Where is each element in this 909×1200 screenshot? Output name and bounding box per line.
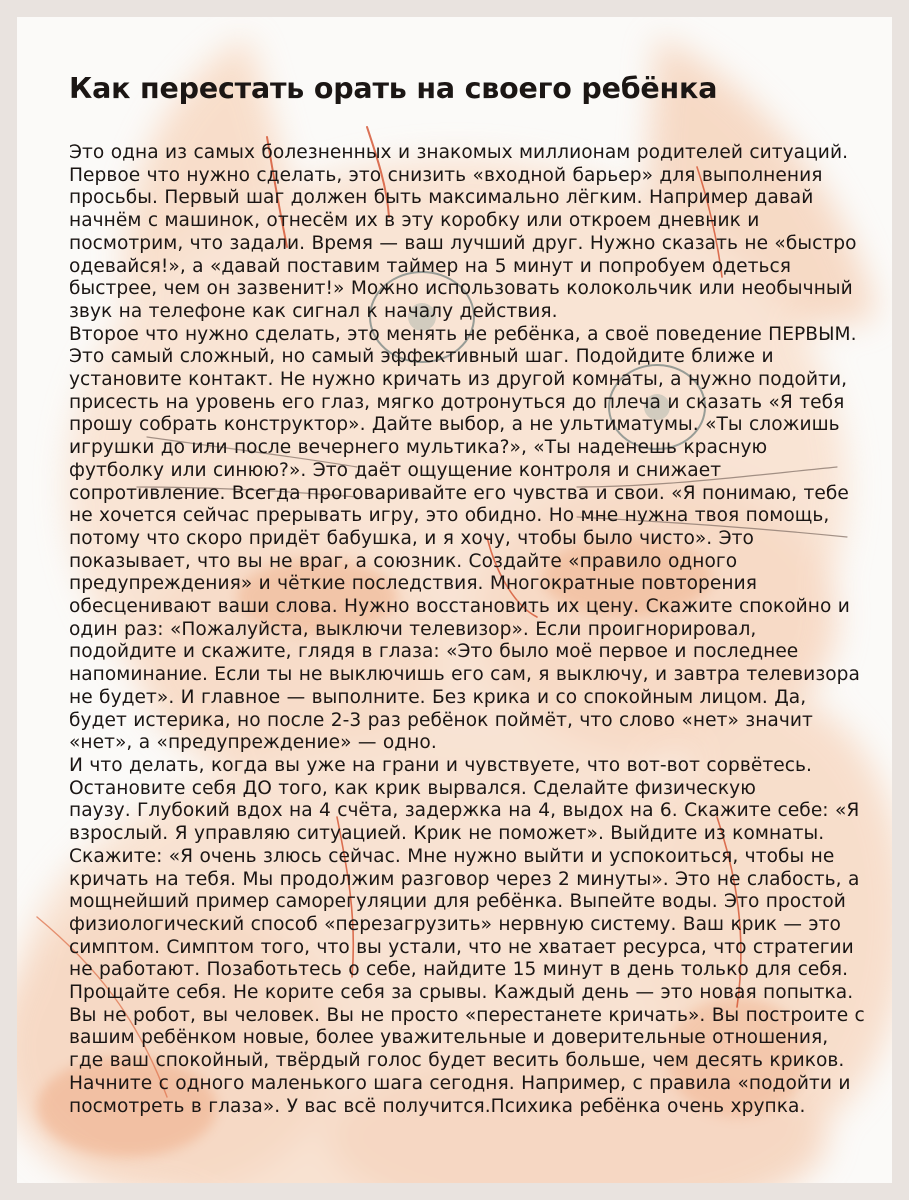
article-text-line: взрослый. Я управляю ситуацией. Крик не поможет». Выйдите из комнаты. <box>69 823 825 845</box>
article-text-line: не будет». И главное — выполните. Без крика и со спокойным лицом. Да, <box>69 686 807 708</box>
article-text-line: Остановите себя ДО того, как крик вырвался. Сделайте физическую <box>69 777 756 799</box>
article-text-line: Прощайте себя. Не корите себя за срывы. Каждый день — это новая попытка. <box>69 982 854 1004</box>
article-text-line: Начните с одного маленького шага сегодня. Например, с правила «подойти и <box>69 1072 851 1094</box>
article-text-line: не хочется сейчас прерывать игру, это обидно. Но мне нужна твоя помощь, <box>69 505 830 527</box>
article-text-line: показывает, что вы не враг, а союзник. Создайте «правило одного <box>69 550 738 572</box>
article-body <box>69 142 889 1118</box>
article-text-line: быстрее, чем он зазвенит!» Можно использовать колокольчик или необычный <box>69 278 853 300</box>
article-text-line: игрушки до или после вечернего мультика?», «Ты наденешь красную <box>69 437 768 459</box>
article-text-line: Вы не робот, вы человек. Вы не просто «перестанете кричать». Вы построите с <box>69 1004 865 1026</box>
article-text-line: кричать на тебя. Мы продолжим разговор через 2 минуты». Это не слабость, а <box>69 868 860 890</box>
article-text-line: будет истерика, но после 2-3 раз ребёнок поймёт, что слово «нет» значит <box>69 709 813 731</box>
article-text-line: Это одна из самых болезненных и знакомых миллионам родителей ситуаций. <box>69 142 849 163</box>
article-text-line: Второе что нужно сделать, это менять не ребёнка, а своё поведение ПЕРВЫМ. <box>69 323 857 345</box>
article-text-line: присесть на уровень его глаз, мягко дотронуться до плеча и сказать «Я тебя <box>69 391 845 413</box>
article-text-line: посмотреть в глаза». У вас всё получится.Психика ребёнка очень хрупка. <box>69 1095 806 1117</box>
article-text-line: не работают. Позаботьтесь о себе, найдите 15 минут в день только для себя. <box>69 959 849 981</box>
article-title: Как перестать орать на своего ребёнка <box>69 72 718 105</box>
article-text-line: Это самый сложный, но самый эффективный шаг. Подойдите ближе и <box>69 346 774 368</box>
article-text-line: напоминание. Если ты не выключишь его сам, я выключу, и завтра телевизора <box>69 664 860 686</box>
article-text-line: начнём с машинок, отнесём их в эту коробку или откроем дневник и <box>69 210 760 232</box>
article-text-line: симптом. Симптом того, что вы устали, что не хватает ресурса, что стратегии <box>69 936 854 958</box>
article-text-line: Скажите: «Я очень злюсь сейчас. Мне нужно выйти и успокоиться, чтобы не <box>69 845 835 867</box>
article-page <box>17 17 892 1183</box>
article-text-line: звук на телефоне как сигнал к началу действия. <box>69 300 558 322</box>
article-text-line: прошу собрать конструктор». Дайте выбор, а не ультиматумы. «Ты сложишь <box>69 414 840 436</box>
article-text-line: одевайся!», а «давай поставим таймер на 5 минут и попробуем одеться <box>69 255 792 277</box>
article-text-line: подойдите и скажите, глядя в глаза: «Это было моё первое и последнее <box>69 641 799 663</box>
article-text-line: предупреждения» и чёткие последствия. Многократные повторения <box>69 573 757 595</box>
article-text-line: футболку или синюю?». Это даёт ощущение контроля и снижает <box>69 459 722 481</box>
article-text-line: один раз: «Пожалуйста, выключи телевизор». Если проигнорировал, <box>69 618 757 640</box>
article-text-line: вашим ребёнком новые, более уважительные и доверительные отношения, <box>69 1027 829 1049</box>
article-text-line: обесценивают ваши слова. Нужно восстановить их цену. Скажите спокойно и <box>69 596 850 618</box>
article-text-line: просьбы. Первый шаг должен быть максимально лёгким. Например давай <box>69 187 814 209</box>
article-text-line: паузу. Глубокий вдох на 4 счёта, задержка на 4, выдох на 6. Скажите себе: «Я <box>69 800 860 822</box>
article-content <box>69 69 889 1118</box>
article-text-line: где ваш спокойный, твёрдый голос будет весить больше, чем десять криков. <box>69 1050 845 1072</box>
article-text-line: Первое что нужно сделать, это снизить «входной барьер» для выполнения <box>69 164 823 186</box>
article-text-line: «нет», а «предупреждение» — одно. <box>69 732 437 754</box>
article-text-line: мощнейший пример саморегуляции для ребёнка. Выпейте воды. Это простой <box>69 891 846 913</box>
article-text-line: установите контакт. Не нужно кричать из другой комнаты, а нужно подойти, <box>69 369 848 391</box>
article-text-line: потому что скоро придёт бабушка, и я хочу, чтобы было чисто». Это <box>69 527 754 549</box>
article-text-line: физиологический способ «перезагрузить» нервную систему. Ваш крик — это <box>69 913 841 935</box>
article-text-line: посмотрим, что задали. Время — ваш лучший друг. Нужно сказать не «быстро <box>69 232 857 254</box>
article-text-line: сопротивление. Всегда проговаривайте его чувства и свои. «Я понимаю, тебе <box>69 482 849 504</box>
article-text-line: И что делать, когда вы уже на грани и чувствуете, что вот-вот сорвётесь. <box>69 754 812 776</box>
